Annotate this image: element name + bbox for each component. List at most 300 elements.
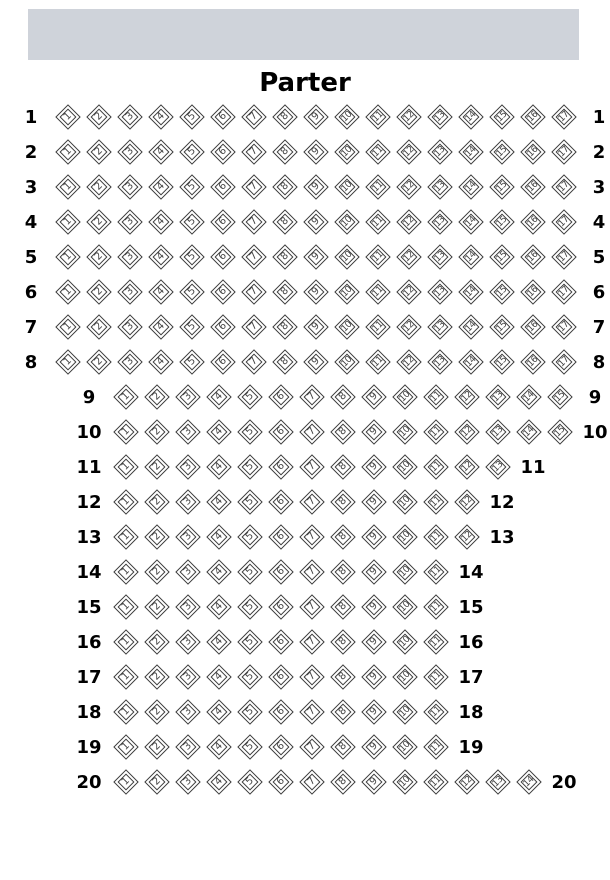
seat[interactable] <box>175 524 200 549</box>
seat[interactable] <box>117 349 142 374</box>
seat[interactable] <box>299 734 324 759</box>
seat-number: 11 <box>428 774 443 789</box>
seat[interactable] <box>392 664 417 689</box>
seat[interactable] <box>86 139 111 164</box>
seat[interactable] <box>210 104 235 129</box>
seat[interactable] <box>86 209 111 234</box>
seat[interactable] <box>268 559 293 584</box>
seat[interactable] <box>330 664 355 689</box>
seat[interactable] <box>237 594 262 619</box>
seat[interactable] <box>334 314 359 339</box>
seat[interactable] <box>427 174 452 199</box>
seat[interactable] <box>396 174 421 199</box>
seat[interactable] <box>520 174 545 199</box>
seat[interactable] <box>113 419 138 444</box>
seat[interactable] <box>117 279 142 304</box>
seat[interactable] <box>86 349 111 374</box>
seat[interactable] <box>175 489 200 514</box>
seat[interactable] <box>117 209 142 234</box>
seat[interactable] <box>55 349 80 374</box>
seat[interactable] <box>361 524 386 549</box>
seat[interactable] <box>396 244 421 269</box>
seat[interactable] <box>237 664 262 689</box>
seat[interactable] <box>458 209 483 234</box>
seat[interactable] <box>206 699 231 724</box>
seat[interactable] <box>175 734 200 759</box>
seat[interactable] <box>113 594 138 619</box>
seat[interactable] <box>272 279 297 304</box>
seat[interactable] <box>303 104 328 129</box>
seat[interactable] <box>485 454 510 479</box>
seat[interactable] <box>144 419 169 444</box>
seat[interactable] <box>427 104 452 129</box>
seat[interactable] <box>113 454 138 479</box>
seat[interactable] <box>237 524 262 549</box>
seat[interactable] <box>210 244 235 269</box>
seat[interactable] <box>144 559 169 584</box>
seat[interactable] <box>272 314 297 339</box>
seat[interactable] <box>206 489 231 514</box>
seat[interactable] <box>365 104 390 129</box>
seat-number: 4 <box>154 145 167 158</box>
seat[interactable] <box>392 454 417 479</box>
seat[interactable] <box>423 629 448 654</box>
seat[interactable] <box>113 699 138 724</box>
seat[interactable] <box>520 209 545 234</box>
seat[interactable] <box>489 209 514 234</box>
seat[interactable] <box>454 419 479 444</box>
seat[interactable] <box>144 699 169 724</box>
seat[interactable] <box>241 314 266 339</box>
seat[interactable] <box>330 454 355 479</box>
seat[interactable] <box>175 664 200 689</box>
seat[interactable] <box>144 594 169 619</box>
seat[interactable] <box>489 174 514 199</box>
seat[interactable] <box>330 734 355 759</box>
seat[interactable] <box>117 104 142 129</box>
seat[interactable] <box>175 594 200 619</box>
seat[interactable] <box>113 524 138 549</box>
seat[interactable] <box>361 419 386 444</box>
seat[interactable] <box>392 734 417 759</box>
seat[interactable] <box>330 629 355 654</box>
seat[interactable] <box>392 559 417 584</box>
seat[interactable] <box>113 384 138 409</box>
seat[interactable] <box>330 699 355 724</box>
seat[interactable] <box>365 349 390 374</box>
seat[interactable] <box>458 174 483 199</box>
seat[interactable] <box>86 279 111 304</box>
seat[interactable] <box>423 769 448 794</box>
seat-number: 15 <box>494 354 509 369</box>
seat[interactable] <box>396 104 421 129</box>
seat[interactable] <box>175 769 200 794</box>
seat[interactable] <box>489 244 514 269</box>
seat[interactable] <box>144 629 169 654</box>
seat[interactable] <box>241 349 266 374</box>
seat[interactable] <box>423 664 448 689</box>
seat[interactable] <box>392 419 417 444</box>
seat[interactable] <box>237 559 262 584</box>
seat[interactable] <box>423 454 448 479</box>
seat[interactable] <box>458 314 483 339</box>
seat[interactable] <box>144 454 169 479</box>
seat-number: 9 <box>367 390 380 403</box>
seat[interactable] <box>427 314 452 339</box>
seat[interactable] <box>361 664 386 689</box>
seat[interactable] <box>520 244 545 269</box>
seat[interactable] <box>423 419 448 444</box>
seat[interactable] <box>547 419 572 444</box>
seat[interactable] <box>113 769 138 794</box>
seat[interactable] <box>423 524 448 549</box>
seat[interactable] <box>520 104 545 129</box>
seat[interactable] <box>330 594 355 619</box>
seat[interactable] <box>551 279 576 304</box>
seat[interactable] <box>423 594 448 619</box>
seat[interactable] <box>241 279 266 304</box>
seat[interactable] <box>113 734 138 759</box>
seat-number: 10 <box>397 529 412 544</box>
seat[interactable] <box>520 314 545 339</box>
seat[interactable] <box>489 349 514 374</box>
seat[interactable] <box>361 559 386 584</box>
seat[interactable] <box>272 244 297 269</box>
seat[interactable] <box>148 139 173 164</box>
seat[interactable] <box>179 104 204 129</box>
seat[interactable] <box>334 139 359 164</box>
seat[interactable] <box>396 279 421 304</box>
seat[interactable] <box>334 349 359 374</box>
seat[interactable] <box>489 104 514 129</box>
seat[interactable] <box>175 419 200 444</box>
seat[interactable] <box>210 279 235 304</box>
seat[interactable] <box>268 734 293 759</box>
seat[interactable] <box>113 664 138 689</box>
seat[interactable] <box>148 244 173 269</box>
seat[interactable] <box>148 349 173 374</box>
seat[interactable] <box>361 769 386 794</box>
seat[interactable] <box>365 209 390 234</box>
seat[interactable] <box>551 104 576 129</box>
seat[interactable] <box>392 769 417 794</box>
seat[interactable] <box>268 699 293 724</box>
seat[interactable] <box>334 174 359 199</box>
seat[interactable] <box>299 419 324 444</box>
seat[interactable] <box>241 244 266 269</box>
seat[interactable] <box>303 139 328 164</box>
seat[interactable] <box>272 209 297 234</box>
seat[interactable] <box>485 769 510 794</box>
seat[interactable] <box>55 209 80 234</box>
seat[interactable] <box>210 139 235 164</box>
seat[interactable] <box>206 664 231 689</box>
seat[interactable] <box>299 384 324 409</box>
seat[interactable] <box>55 104 80 129</box>
seat[interactable] <box>454 769 479 794</box>
seat[interactable] <box>144 769 169 794</box>
seat[interactable] <box>179 314 204 339</box>
seat[interactable] <box>206 594 231 619</box>
seat[interactable] <box>268 489 293 514</box>
seat[interactable] <box>241 209 266 234</box>
seat[interactable] <box>485 384 510 409</box>
seat[interactable] <box>303 314 328 339</box>
seat[interactable] <box>206 454 231 479</box>
seat[interactable] <box>520 139 545 164</box>
seat[interactable] <box>148 209 173 234</box>
seat[interactable] <box>361 734 386 759</box>
seat[interactable] <box>299 559 324 584</box>
seat[interactable] <box>144 489 169 514</box>
seat[interactable] <box>272 104 297 129</box>
seat[interactable] <box>113 559 138 584</box>
seat[interactable] <box>86 314 111 339</box>
seat[interactable] <box>299 769 324 794</box>
seat[interactable] <box>179 279 204 304</box>
seat[interactable] <box>365 244 390 269</box>
seat[interactable] <box>241 174 266 199</box>
seat[interactable] <box>396 209 421 234</box>
seat[interactable] <box>330 769 355 794</box>
seat[interactable] <box>148 104 173 129</box>
seat[interactable] <box>361 384 386 409</box>
seat[interactable] <box>427 279 452 304</box>
seat-number: 10 <box>397 459 412 474</box>
seat[interactable] <box>210 349 235 374</box>
seat-number: 3 <box>181 600 194 613</box>
seat[interactable] <box>485 419 510 444</box>
seat[interactable] <box>361 594 386 619</box>
seat[interactable] <box>551 139 576 164</box>
seat[interactable] <box>241 104 266 129</box>
seat[interactable] <box>458 244 483 269</box>
seat[interactable] <box>179 209 204 234</box>
seat[interactable] <box>551 244 576 269</box>
seat[interactable] <box>55 139 80 164</box>
seat[interactable] <box>365 279 390 304</box>
seat[interactable] <box>272 349 297 374</box>
seat[interactable] <box>237 419 262 444</box>
seat[interactable] <box>361 489 386 514</box>
seat[interactable] <box>268 524 293 549</box>
seat[interactable] <box>551 349 576 374</box>
seat[interactable] <box>148 174 173 199</box>
seat[interactable] <box>237 734 262 759</box>
seat[interactable] <box>303 279 328 304</box>
seat[interactable] <box>489 314 514 339</box>
seat[interactable] <box>86 174 111 199</box>
seat[interactable] <box>423 384 448 409</box>
seat[interactable] <box>237 384 262 409</box>
seat[interactable] <box>330 524 355 549</box>
seat[interactable] <box>361 454 386 479</box>
seat[interactable] <box>330 489 355 514</box>
seat[interactable] <box>458 139 483 164</box>
seat[interactable] <box>179 244 204 269</box>
seat[interactable] <box>299 629 324 654</box>
seat[interactable] <box>86 104 111 129</box>
seat[interactable] <box>55 174 80 199</box>
seat[interactable] <box>427 244 452 269</box>
seat[interactable] <box>454 524 479 549</box>
seat[interactable] <box>334 244 359 269</box>
seat[interactable] <box>334 104 359 129</box>
seat[interactable] <box>175 454 200 479</box>
seat[interactable] <box>272 139 297 164</box>
seat[interactable] <box>210 174 235 199</box>
seat[interactable] <box>458 104 483 129</box>
seat[interactable] <box>303 244 328 269</box>
seat[interactable] <box>392 489 417 514</box>
seat[interactable] <box>330 559 355 584</box>
seat[interactable] <box>144 664 169 689</box>
seat[interactable] <box>396 139 421 164</box>
seat[interactable] <box>392 524 417 549</box>
seat[interactable] <box>175 384 200 409</box>
seat-number: 10 <box>397 389 412 404</box>
seat[interactable] <box>330 419 355 444</box>
seat[interactable] <box>427 139 452 164</box>
seat[interactable] <box>334 209 359 234</box>
seat[interactable] <box>268 419 293 444</box>
seat[interactable] <box>520 279 545 304</box>
seat[interactable] <box>547 384 572 409</box>
seat[interactable] <box>175 559 200 584</box>
seat[interactable] <box>117 174 142 199</box>
seat[interactable] <box>551 174 576 199</box>
seat[interactable] <box>392 384 417 409</box>
seat[interactable] <box>299 699 324 724</box>
seat[interactable] <box>179 174 204 199</box>
row-label-left: 13 <box>76 527 102 548</box>
seat[interactable] <box>454 489 479 514</box>
seat[interactable] <box>144 524 169 549</box>
seat[interactable] <box>55 279 80 304</box>
seat[interactable] <box>396 314 421 339</box>
seat[interactable] <box>489 139 514 164</box>
seat[interactable] <box>365 139 390 164</box>
seat[interactable] <box>86 244 111 269</box>
seat-number: 16 <box>525 179 540 194</box>
seat[interactable] <box>241 139 266 164</box>
seat-number: 13 <box>432 109 447 124</box>
seat-number: 7 <box>305 565 318 578</box>
seat[interactable] <box>365 174 390 199</box>
seat[interactable] <box>299 524 324 549</box>
seat[interactable] <box>458 349 483 374</box>
seat[interactable] <box>179 349 204 374</box>
seat[interactable] <box>392 699 417 724</box>
seat[interactable] <box>144 734 169 759</box>
seat[interactable] <box>148 314 173 339</box>
seat[interactable] <box>299 489 324 514</box>
seat[interactable] <box>237 699 262 724</box>
seat-number: 16 <box>525 284 540 299</box>
seat-number: 12 <box>401 144 416 159</box>
seat[interactable] <box>55 244 80 269</box>
seat[interactable] <box>454 384 479 409</box>
seat[interactable] <box>299 594 324 619</box>
seat[interactable] <box>303 174 328 199</box>
seat[interactable] <box>144 384 169 409</box>
seat[interactable] <box>392 629 417 654</box>
seat[interactable] <box>237 629 262 654</box>
row-label-right: 19 <box>458 737 484 758</box>
seat[interactable] <box>330 384 355 409</box>
seat[interactable] <box>458 279 483 304</box>
seat[interactable] <box>516 419 541 444</box>
seat[interactable] <box>392 594 417 619</box>
seat[interactable] <box>117 244 142 269</box>
seat[interactable] <box>268 769 293 794</box>
seat[interactable] <box>299 454 324 479</box>
seat-number: 7 <box>247 215 260 228</box>
seat[interactable] <box>206 559 231 584</box>
seat[interactable] <box>206 419 231 444</box>
seat[interactable] <box>299 664 324 689</box>
seat[interactable] <box>268 384 293 409</box>
seat[interactable] <box>516 384 541 409</box>
seat[interactable] <box>423 559 448 584</box>
seat[interactable] <box>268 594 293 619</box>
seat[interactable] <box>268 629 293 654</box>
seat[interactable] <box>117 314 142 339</box>
seat[interactable] <box>361 629 386 654</box>
seat[interactable] <box>396 349 421 374</box>
seat-number: 11 <box>370 109 385 124</box>
seat[interactable] <box>206 734 231 759</box>
seat[interactable] <box>206 769 231 794</box>
seat[interactable] <box>175 629 200 654</box>
seat[interactable] <box>361 699 386 724</box>
seat[interactable] <box>489 279 514 304</box>
seat[interactable] <box>179 139 204 164</box>
seat[interactable] <box>175 699 200 724</box>
seat[interactable] <box>113 489 138 514</box>
seat[interactable] <box>427 209 452 234</box>
seat[interactable] <box>423 489 448 514</box>
seat[interactable] <box>237 489 262 514</box>
seat[interactable] <box>423 699 448 724</box>
seat[interactable] <box>423 734 448 759</box>
seat[interactable] <box>117 139 142 164</box>
seat[interactable] <box>237 454 262 479</box>
seat[interactable] <box>206 524 231 549</box>
seat[interactable] <box>206 629 231 654</box>
seat[interactable] <box>206 384 231 409</box>
seat[interactable] <box>237 769 262 794</box>
seat[interactable] <box>551 314 576 339</box>
seat[interactable] <box>148 279 173 304</box>
seat[interactable] <box>454 454 479 479</box>
seat[interactable] <box>55 314 80 339</box>
seat[interactable] <box>427 349 452 374</box>
seat[interactable] <box>516 769 541 794</box>
seat[interactable] <box>210 314 235 339</box>
seat[interactable] <box>303 349 328 374</box>
seat[interactable] <box>268 454 293 479</box>
seat[interactable] <box>334 279 359 304</box>
seat[interactable] <box>365 314 390 339</box>
seat[interactable] <box>268 664 293 689</box>
seat[interactable] <box>113 629 138 654</box>
seat[interactable] <box>303 209 328 234</box>
seat[interactable] <box>520 349 545 374</box>
seat[interactable] <box>551 209 576 234</box>
seat[interactable] <box>210 209 235 234</box>
seat[interactable] <box>272 174 297 199</box>
